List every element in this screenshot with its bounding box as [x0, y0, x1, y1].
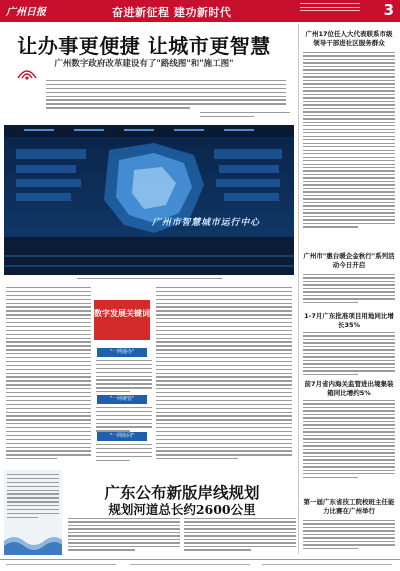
body-column-1 — [6, 287, 91, 462]
keyword-text-3 — [96, 444, 152, 463]
main-headline: 让办事更便捷 让城市更智慧 — [17, 34, 271, 58]
page-footer — [0, 559, 400, 571]
signal-waves-icon — [12, 62, 42, 82]
right-article-4 — [303, 400, 395, 480]
body-column-2 — [156, 287, 292, 462]
hero-photo — [4, 125, 294, 275]
keyword-text-2 — [96, 407, 152, 434]
label-one-net-service: "一网通办" — [97, 348, 147, 357]
label-one-net-collab: "一网协同" — [97, 432, 147, 441]
page-number: 3 — [383, 1, 394, 19]
lead-paragraph — [46, 80, 286, 111]
right-article-5 — [303, 520, 395, 551]
bottom-headline: 广东公布新版岸线规划 — [104, 483, 260, 502]
right-headline-4: 前7月省内海关监管进出境集装箱同比增约5% — [304, 380, 394, 397]
keywords-badge: 数字发展关键词 — [94, 300, 150, 340]
bottom-article-col-1 — [68, 518, 180, 553]
masthead-meta — [300, 3, 360, 14]
keyword-text-1 — [96, 360, 152, 395]
newspaper-logo: 广州日报 — [6, 7, 46, 18]
byline — [200, 112, 290, 120]
main-subhead: 广州数字政府改革建设有了"路线图"和"施工图" — [54, 59, 234, 69]
bottom-article-col-2 — [184, 518, 296, 553]
hero-screen-text: 广州市智慧城市运行中心 — [152, 218, 260, 228]
water-wave-graphic — [4, 527, 62, 555]
command-center-illustration — [4, 125, 294, 275]
right-headline-3: 1-7月广东批准项目用地同比增长35% — [304, 312, 394, 329]
right-article-1 — [303, 52, 395, 230]
right-article-3 — [303, 332, 395, 377]
bottom-subheadline: 规划河道总长约2600公里 — [108, 502, 256, 517]
label-one-net-management: "一网统管" — [97, 395, 147, 404]
section-title: 奋进新征程 建功新时代 — [112, 6, 232, 19]
bottom-left-sidebar — [4, 470, 62, 555]
hero-caption — [4, 277, 294, 282]
masthead — [0, 0, 400, 22]
right-headline-5: 第一届广东省技工院校班主任能力比赛在广州举行 — [303, 498, 395, 515]
right-article-2 — [303, 274, 395, 305]
right-headline-1: 广州17位任人大代表联系市级领导干部进社区服务群众 — [305, 30, 393, 47]
right-headline-2: 广州市"惠台暖企金秋行"系列活动今日开启 — [303, 252, 395, 269]
column-divider — [298, 24, 299, 554]
